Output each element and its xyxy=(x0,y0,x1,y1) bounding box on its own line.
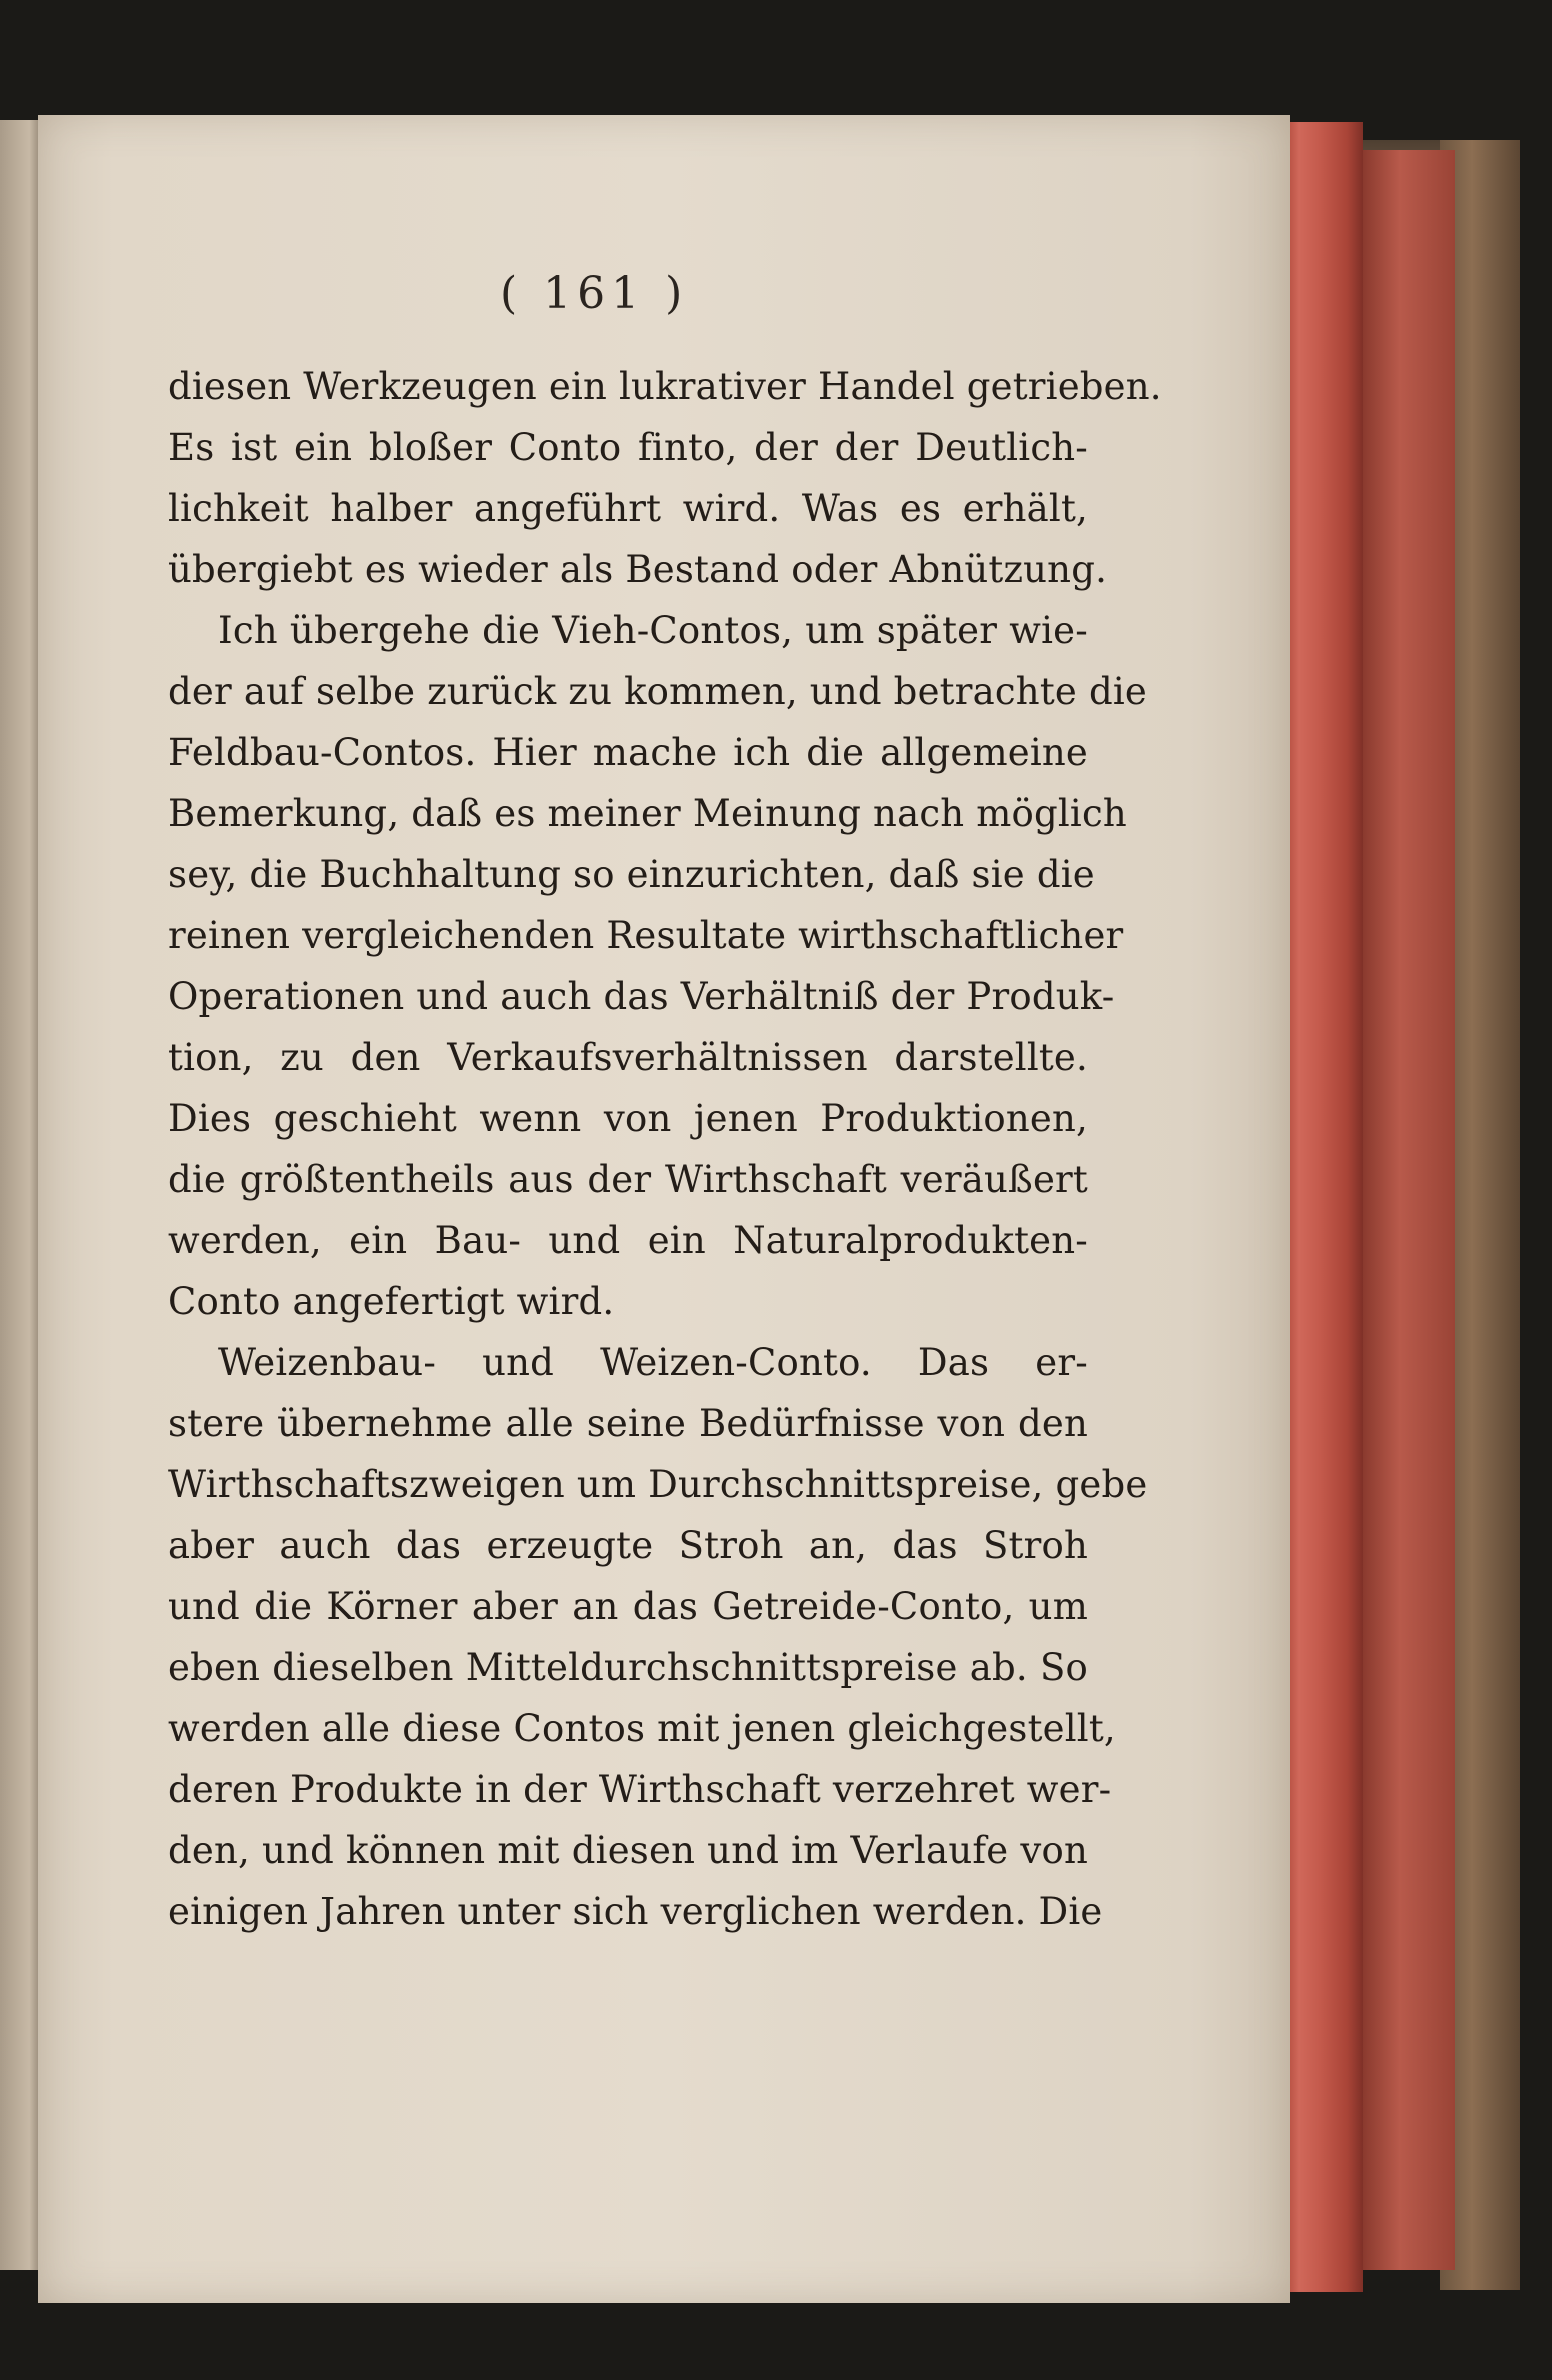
text-line: und die Körner aber an das Getreide-Conto, um xyxy=(168,1585,1088,1628)
text-line: die größtentheils aus der Wirthschaft veräußert xyxy=(168,1158,1088,1201)
text-line: den, und können mit diesen und im Verlaufe von xyxy=(168,1829,1088,1872)
text-line: tion, zu den Verkaufsverhältnissen darstellte. xyxy=(168,1036,1088,1079)
left-page-edge xyxy=(0,120,42,2270)
page-number: ( 161 ) xyxy=(500,268,689,319)
text-line: einigen Jahren unter sich verglichen werden. Die xyxy=(168,1890,1103,1933)
text-line: Conto angefertigt wird. xyxy=(168,1280,615,1323)
text-line: übergiebt es wieder als Bestand oder Abnützung. xyxy=(168,548,1108,591)
text-line: eben dieselben Mitteldurchschnittspreise ab. So xyxy=(168,1646,1088,1689)
text-line: Es ist ein bloßer Conto finto, der der Deutlich- xyxy=(168,426,1088,469)
text-line: aber auch das erzeugte Stroh an, das Stroh xyxy=(168,1524,1088,1567)
text-line: Operationen und auch das Verhältniß der Produk- xyxy=(168,975,1115,1018)
text-line: diesen Werkzeugen ein lukrativer Handel getrieben. xyxy=(168,365,1162,408)
page-block-edge-dark xyxy=(1363,150,1455,2270)
text-line: Feldbau-Contos. Hier mache ich die allgemeine xyxy=(168,731,1088,774)
text-line: Ich übergehe die Vieh-Contos, um später wie- xyxy=(218,609,1088,652)
text-line: stere übernehme alle seine Bedürfnisse von den xyxy=(168,1402,1088,1445)
text-line: der auf selbe zurück zu kommen, und betrachte die xyxy=(168,670,1147,713)
text-line: Bemerkung, daß es meiner Meinung nach möglich xyxy=(168,792,1127,835)
text-line: reinen vergleichenden Resultate wirthschaftlicher xyxy=(168,914,1124,957)
text-line: werden, ein Bau- und ein Naturalprodukten- xyxy=(168,1219,1088,1262)
page-block-edge-red xyxy=(1285,122,1363,2292)
text-line: lichkeit halber angeführt wird. Was es erhält, xyxy=(168,487,1088,530)
text-line: sey, die Buchhaltung so einzurichten, daß sie die xyxy=(168,853,1095,896)
text-line: Weizenbau- und Weizen-Conto. Das er- xyxy=(218,1341,1088,1384)
text-line: Dies geschieht wenn von jenen Produktionen, xyxy=(168,1097,1088,1140)
text-line: werden alle diese Contos mit jenen gleichgestellt, xyxy=(168,1707,1116,1750)
text-line: deren Produkte in der Wirthschaft verzehret wer- xyxy=(168,1768,1112,1811)
text-line: Wirthschaftszweigen um Durchschnittspreise, gebe xyxy=(168,1463,1148,1506)
